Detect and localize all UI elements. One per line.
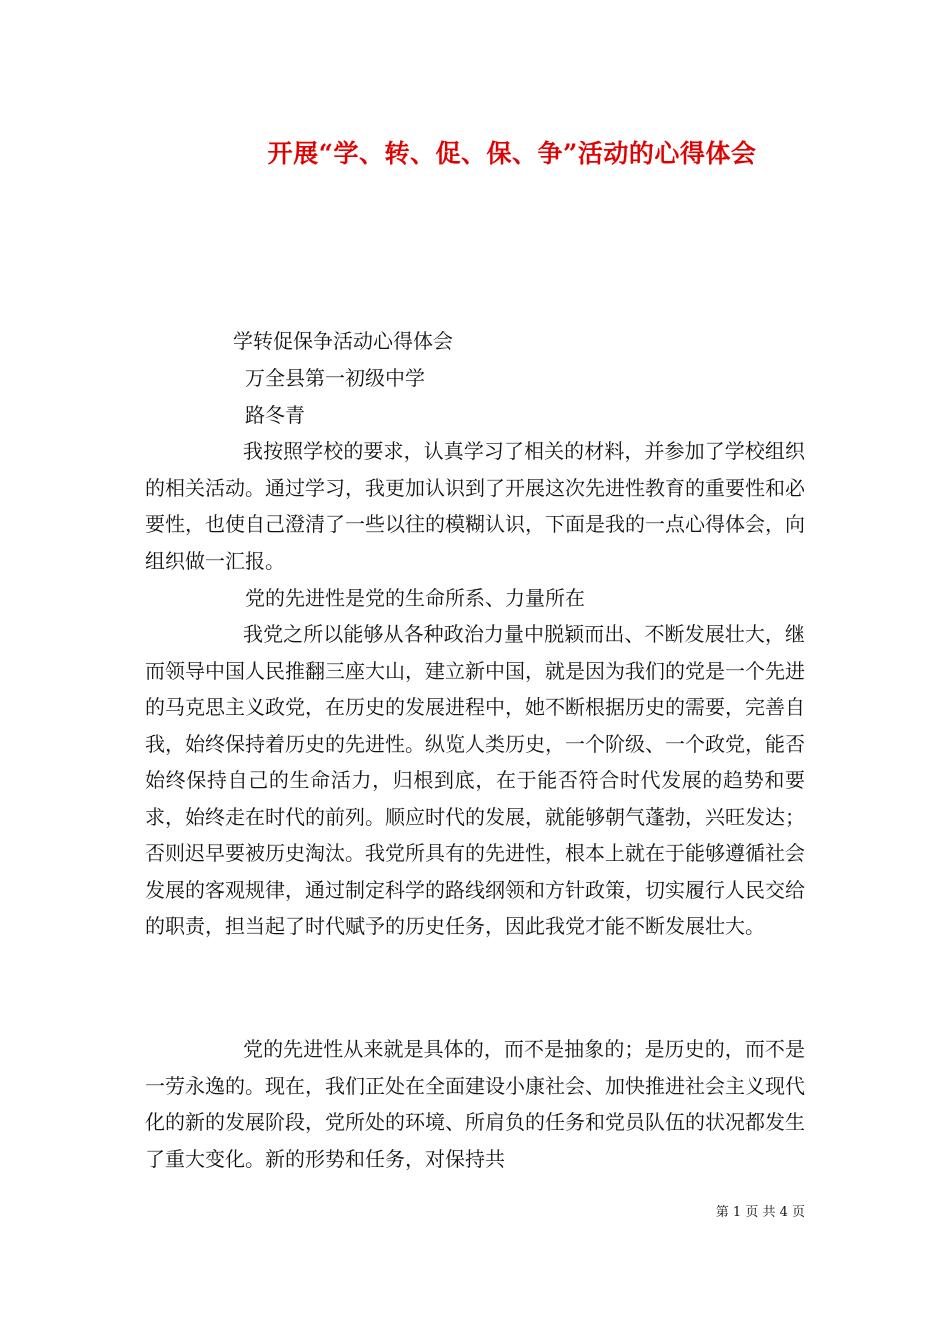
school-name: 万全县第一初级中学 [245, 366, 425, 390]
paragraph-advancement: 我党之所以能够从各种政治力量中脱颖而出、不断发展壮大，继而领导中国人民推翻三座大山，建立新中国，就是因为我们的党是一个先进的马克思主义政党，在历史的发展进程中，她不断根据历史的需要，完善自我，始终保持着历史的先进性。纵览人类历史，一个阶级、一个政党，能否始终保持自己的生命活力，归根到底，在于能否符合时代发展的趋势和要求，始终走在时代的前列。顺应时代的发展，就能够朝气蓬勃，兴旺发达；否则迟早要被历史淘汰。我党所具有的先进性，根本上就在于能够遵循社会发展的客观规律，通过制定科学的路线纲领和方针政策，切实履行人民交给的职责，担当起了时代赋予的历史任务，因此我党才能不断发展壮大。 [145, 622, 805, 938]
page-footer: 第 1 页 共 4 页 [715, 1205, 805, 1220]
paragraph-concrete: 党的先进性从来就是具体的，而不是抽象的；是历史的，而不是一劳永逸的。现在，我们正处在全面建设小康社会、加快推进社会主义现代化的新的发展阶段，党所处的环境、所肩负的任务和党员队伍的状况都发生了重大变化。新的形势和任务，对保持共 [145, 1037, 805, 1171]
subtitle: 学转促保争活动心得体会 [233, 329, 453, 353]
document-title: 开展“学、转、促、保、争”活动的心得体会 [267, 139, 757, 168]
paragraph-intro: 我按照学校的要求，认真学习了相关的材料，并参加了学校组织的相关活动。通过学习，我更加认识到了开展这次先进性教育的重要性和必要性，也使自己澄清了一些以往的模糊认识，下面是我的一点心得体会，向组织做一汇报。 [145, 439, 805, 573]
section-heading: 党的先进性是党的生命所系、力量所在 [245, 586, 585, 610]
author-name: 路冬青 [245, 403, 305, 427]
